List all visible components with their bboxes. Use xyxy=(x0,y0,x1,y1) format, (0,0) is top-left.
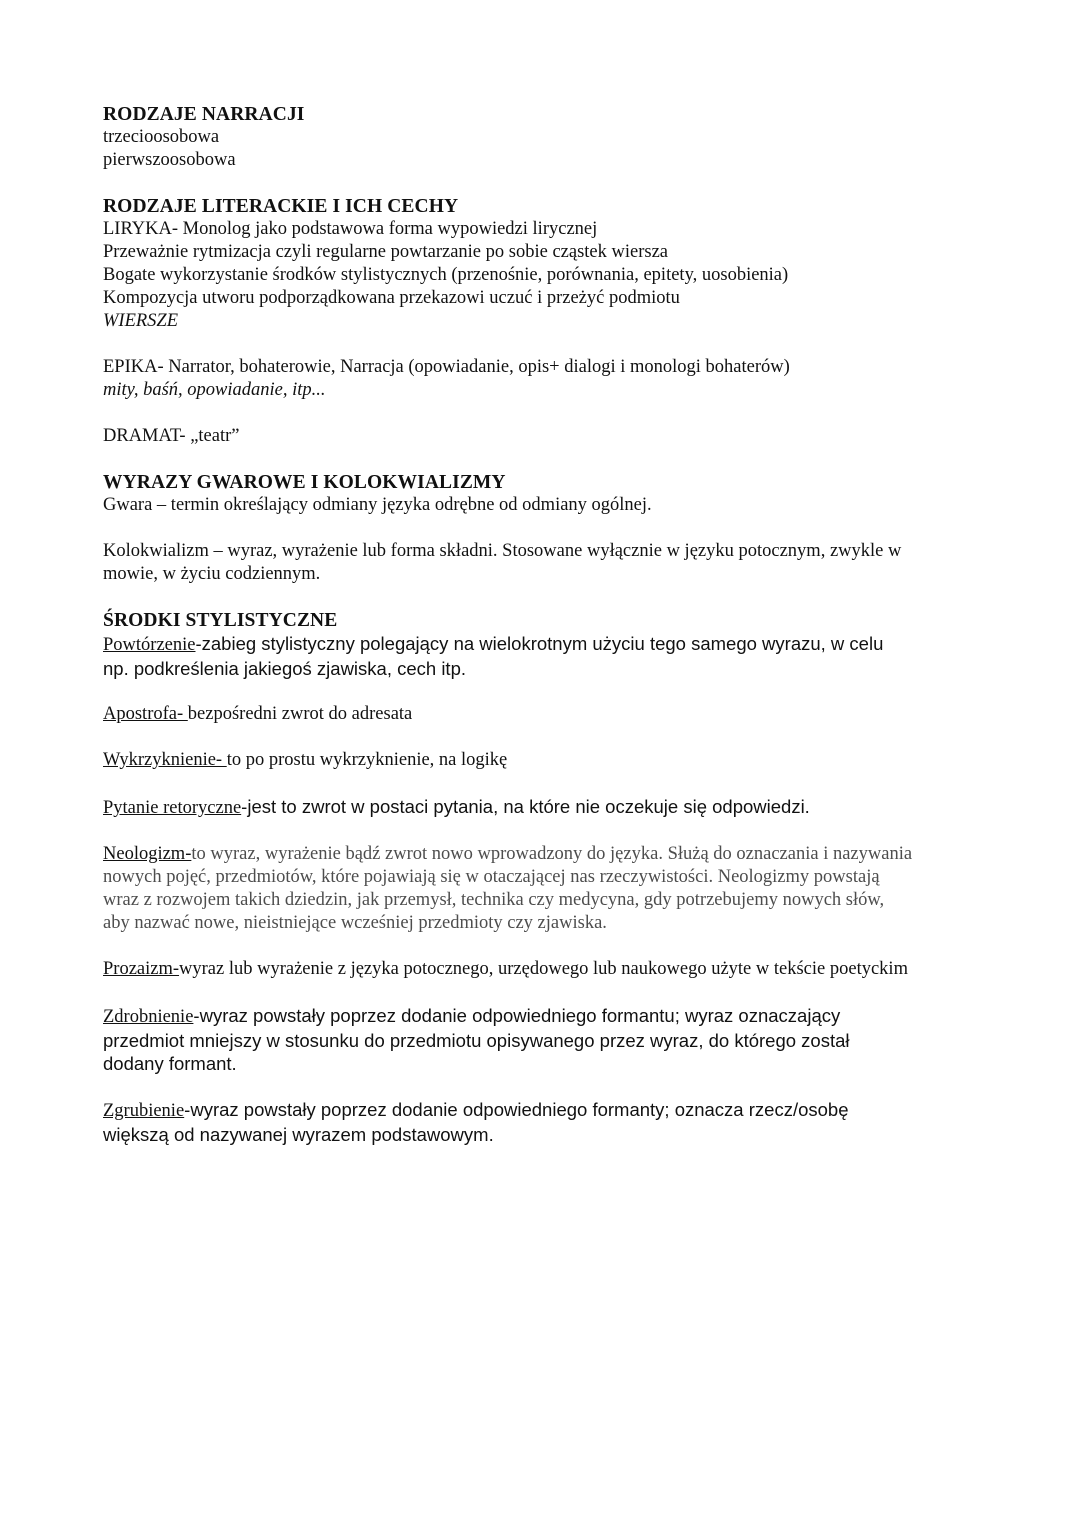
definition-text: aby nazwać nowe, nieistniejące wcześniej przedmioty czy zjawiska. xyxy=(103,913,607,933)
kolokwializm-line: mowie, w życiu codziennym. xyxy=(103,564,321,584)
lyric-line: Przeważnie rytmizacja czyli regularne powtarzanie po sobie cząstek wiersza xyxy=(103,242,668,262)
term-wykrzyknienie: Wykrzyknienie- xyxy=(103,750,227,770)
section-heading-narration: RODZAJE NARRACJI xyxy=(103,104,305,125)
definition-text: bezpośredni zwrot do adresata xyxy=(187,704,413,724)
definition-text: to wyraz, wyrażenie bądź zwrot nowo wprowadzony do języka. Służą do oznaczania i nazywania xyxy=(191,844,913,864)
section-heading-devices: ŚRODKI STYLISTYCZNE xyxy=(103,610,338,631)
definition-text: większą od nazywanej wyrazem podstawowym. xyxy=(103,1124,494,1145)
term-zgrubienie: Zgrubienie xyxy=(103,1101,185,1121)
device-neologizm xyxy=(103,843,1003,866)
lyric-line: Bogate wykorzystanie środków stylistycznych (przenośnie, porównania, epitety, uosobienia) xyxy=(103,265,789,285)
drama-line: DRAMAT- „teatr” xyxy=(103,426,240,446)
section-heading-dialect: WYRAZY GWAROWE I KOLOKWIALIZMY xyxy=(103,472,506,493)
device-powtorzenie xyxy=(103,632,1003,657)
section-heading-genres: RODZAJE LITERACKIE I ICH CECHY xyxy=(103,196,459,217)
device-pytanie xyxy=(103,795,1003,820)
device-zgrubienie xyxy=(103,1098,1003,1123)
definition-text: -wyraz powstały poprzez dodanie odpowiedniego formanty; oznacza rzecz/osobę xyxy=(184,1099,849,1120)
lyric-line: LIRYKA- Monolog jako podstawowa forma wypowiedzi lirycznej xyxy=(103,219,598,239)
term-prozaizm: Prozaizm- xyxy=(103,959,180,979)
term-apostrofa: Apostrofa- xyxy=(103,704,188,724)
definition-text: wraz z rozwojem takich dziedzin, jak przemysł, technika czy medycyna, gdy potrzebujemy nowych słów, xyxy=(103,890,885,910)
term-zdrobnienie: Zdrobnienie xyxy=(103,1007,194,1027)
definition-text: przedmiot mniejszy w stosunku do przedmiotu opisywanego przez wyraz, do którego został xyxy=(103,1030,850,1051)
epic-example: mity, baśń, opowiadanie, itp... xyxy=(103,380,326,400)
term-powtorzenie: Powtórzenie xyxy=(103,635,196,655)
device-apostrofa xyxy=(103,703,1003,726)
definition-text: to po prostu wykrzyknienie, na logikę xyxy=(226,750,508,770)
definition-text: dodany formant. xyxy=(103,1053,237,1074)
definition-text: -zabieg stylistyczny polegający na wielokrotnym użyciu tego samego wyrazu, w celu xyxy=(195,633,884,654)
definition-text: nowych pojęć, przedmiotów, które pojawiają się w otaczającej nas rzeczywistości. Neologizmy powstają xyxy=(103,867,880,887)
lyric-example: WIERSZE xyxy=(103,311,179,331)
term-pytanie-retoryczne: Pytanie retoryczne xyxy=(103,798,242,818)
lyric-line: Kompozycja utworu podporządkowana przekazowi uczuć i przeżyć podmiotu xyxy=(103,288,680,308)
definition-text: -wyraz powstały poprzez dodanie odpowiedniego formantu; wyraz oznaczający xyxy=(193,1005,841,1026)
device-wykrzyknienie xyxy=(103,749,1003,772)
narration-item: trzecioosobowa xyxy=(103,127,220,147)
gwara-line: Gwara – termin określający odmiany języka odrębne od odmiany ogólnej. xyxy=(103,495,652,515)
device-zdrobnienie xyxy=(103,1004,1003,1029)
epic-line: EPIKA- Narrator, bohaterowie, Narracja (opowiadanie, opis+ dialogi i monologi bohaterów) xyxy=(103,357,790,377)
kolokwializm-line: Kolokwializm – wyraz, wyrażenie lub forma składni. Stosowane wyłącznie w języku potocznym, zwykle w xyxy=(103,541,902,561)
definition-text: -jest to zwrot w postaci pytania, na które nie oczekuje się odpowiedzi. xyxy=(241,796,810,817)
definition-text: np. podkreślenia jakiegoś zjawiska, cech itp. xyxy=(103,658,466,679)
document-page xyxy=(103,103,1003,1146)
term-neologizm: Neologizm- xyxy=(103,844,192,864)
narration-item: pierwszoosobowa xyxy=(103,150,236,170)
device-prozaizm xyxy=(103,958,1003,981)
definition-text: wyraz lub wyrażenie z języka potocznego, urzędowego lub naukowego użyte w tekście poetyckim xyxy=(179,959,908,979)
